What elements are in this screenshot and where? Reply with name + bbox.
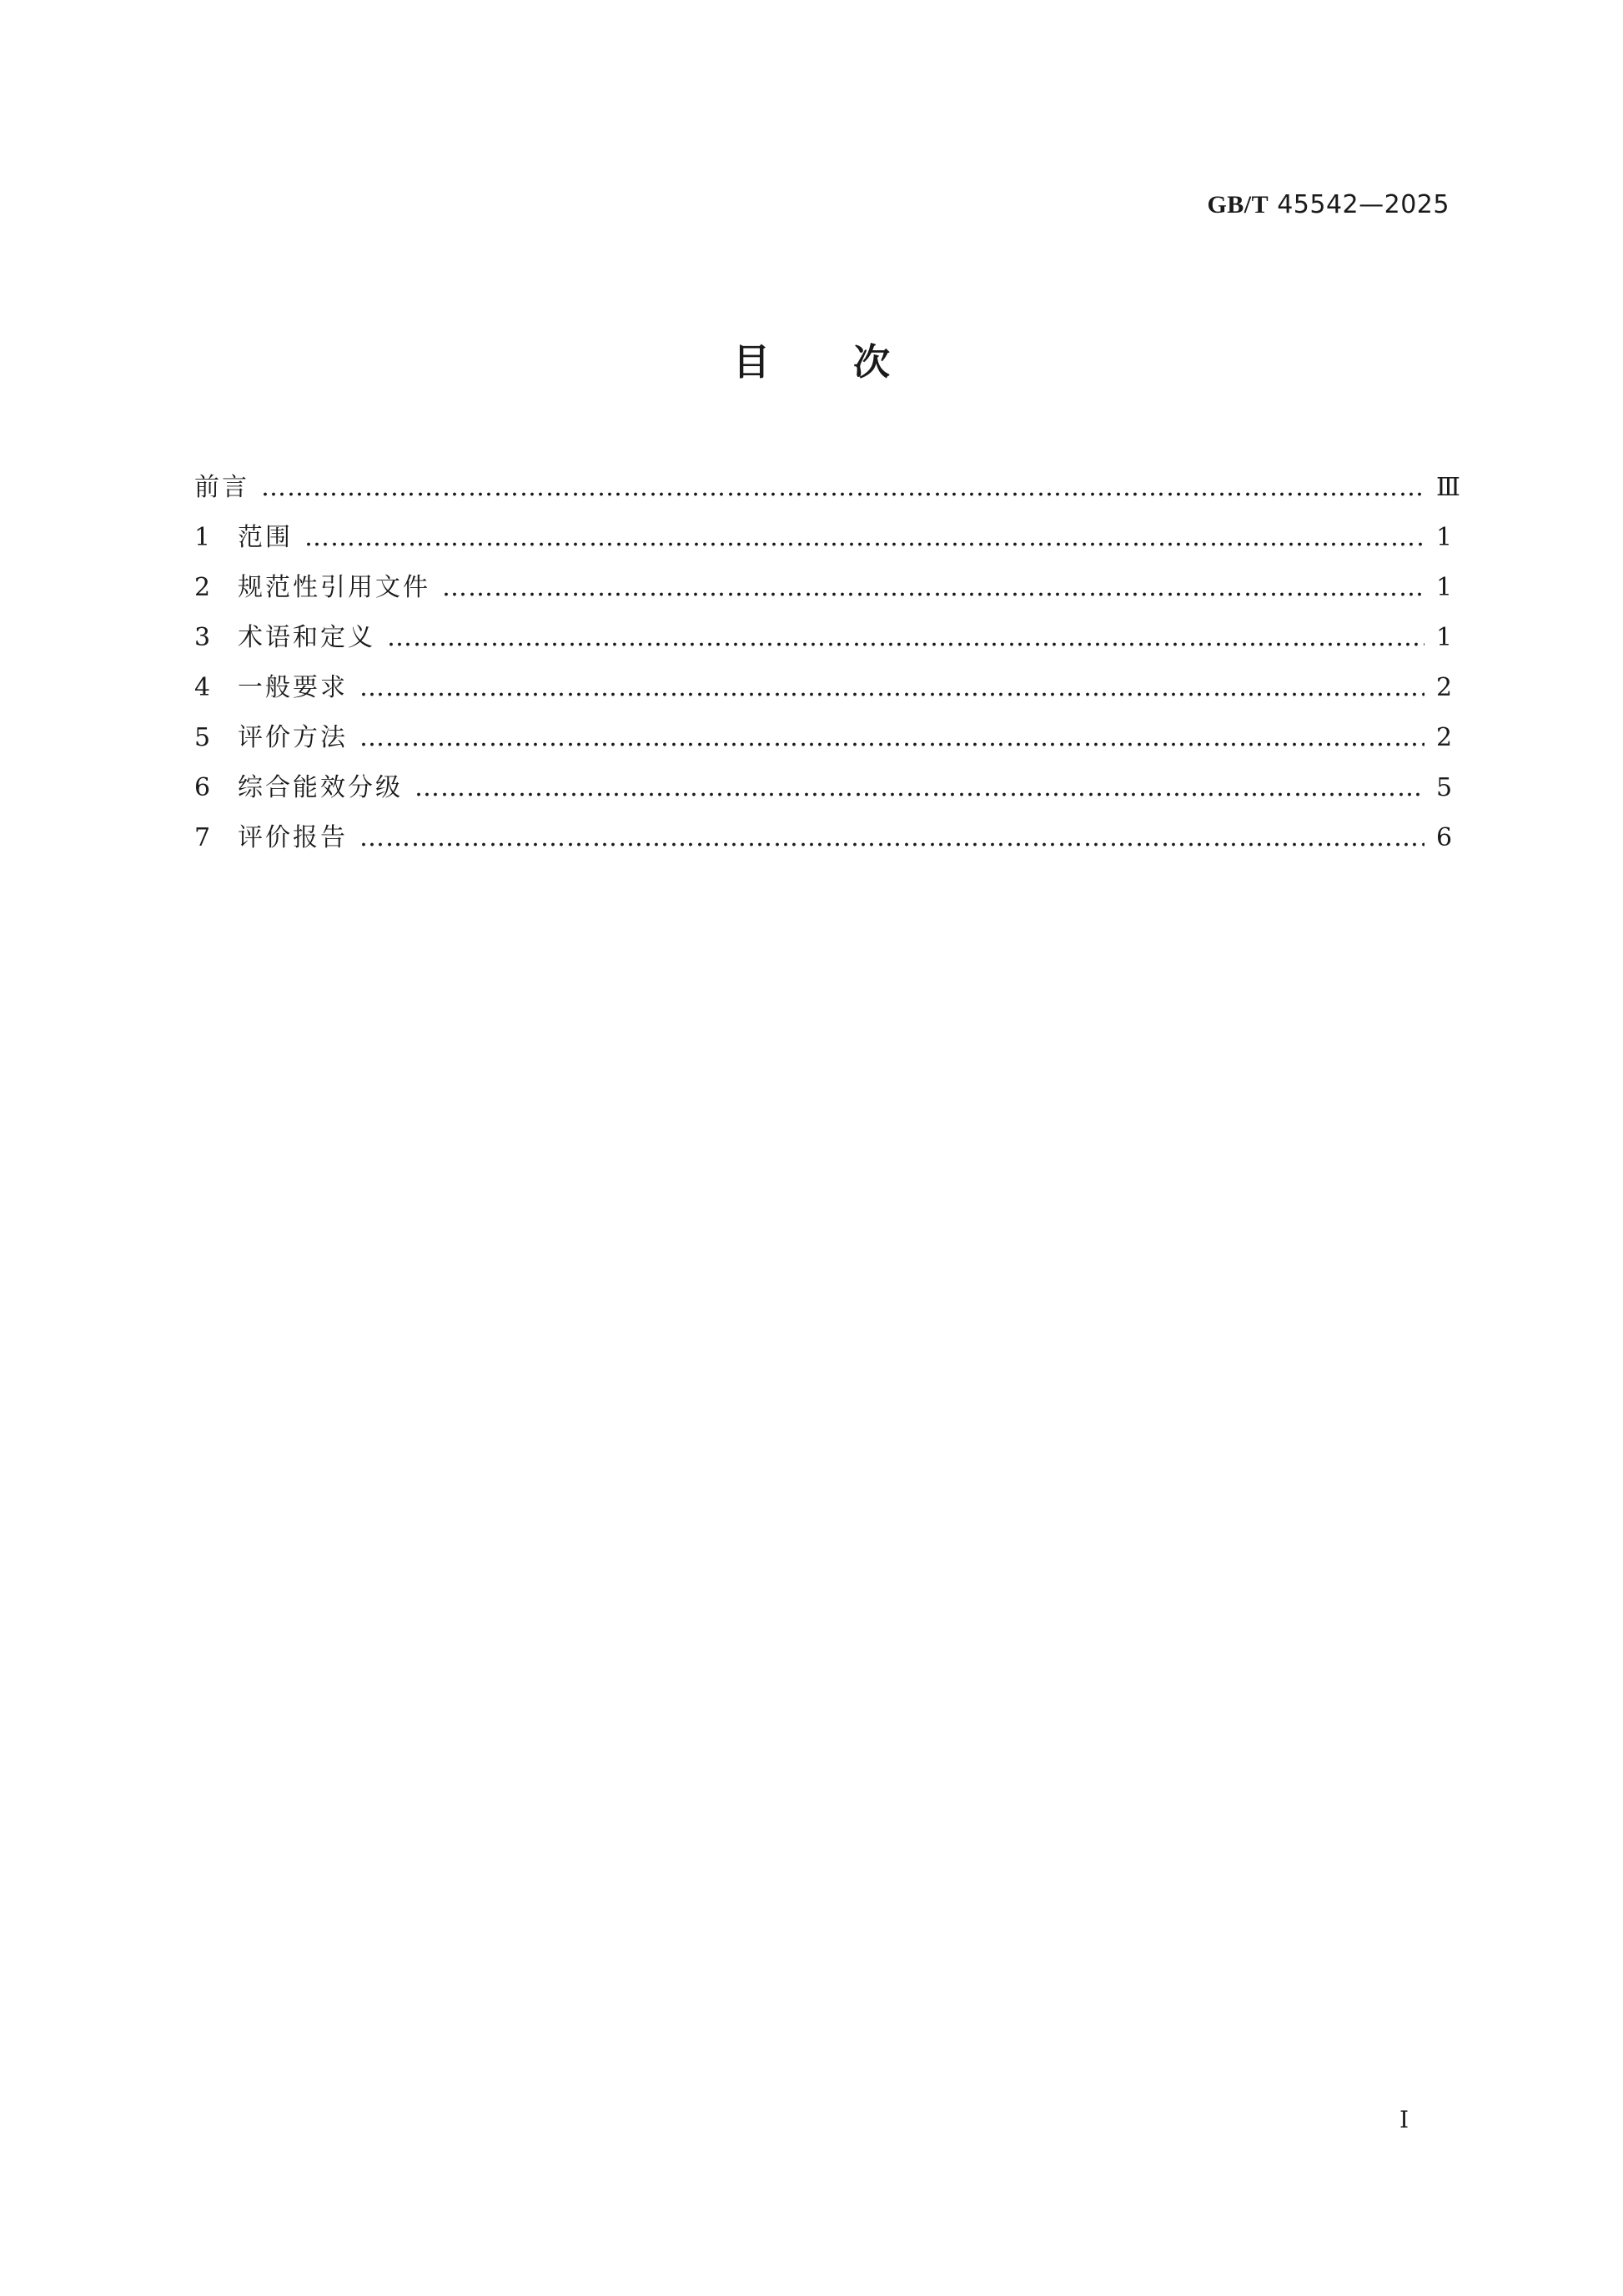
toc-entry-number: 4 (194, 673, 211, 702)
toc-entry-label: 前言 (194, 473, 249, 502)
toc-entry-foreword[interactable] (194, 463, 1460, 513)
toc-entry-label: 规范性引用文件 (238, 573, 430, 602)
toc-entry-terms-definitions[interactable] (194, 613, 1453, 663)
toc-entry-number: 5 (194, 723, 211, 752)
toc-entry-number: 1 (194, 523, 211, 552)
standard-code (1207, 190, 1450, 219)
toc-entry-evaluation-report[interactable] (194, 813, 1453, 863)
toc-entry-evaluation-method[interactable] (194, 713, 1453, 763)
toc-entry-normative-references[interactable] (194, 563, 1453, 613)
toc-entry-label: 一般要求 (238, 673, 348, 702)
toc-leader-dots (304, 513, 1425, 563)
toc-entry-label: 范围 (238, 523, 293, 552)
toc-leader-dots (359, 713, 1425, 763)
toc-title: 目次 (733, 341, 973, 384)
toc-entry-efficiency-grading[interactable] (194, 763, 1453, 813)
toc-entry-label: 综合能效分级 (238, 773, 403, 802)
standard-prefix: GB/T (1207, 191, 1269, 219)
toc-entry-number: 3 (194, 623, 211, 652)
toc-entry-page: 1 (1436, 623, 1453, 652)
toc-entry-label: 评价方法 (238, 723, 348, 752)
toc-entry-number: 7 (194, 823, 211, 852)
toc-entry-label: 术语和定义 (238, 623, 375, 652)
toc-entry-page: 5 (1436, 773, 1453, 802)
toc-entry-label: 评价报告 (238, 823, 348, 852)
toc-entry-page: 2 (1436, 723, 1453, 752)
toc-entry-number: 6 (194, 773, 211, 802)
toc-leader-dots (359, 813, 1425, 863)
toc-leader-dots (261, 463, 1425, 513)
toc-entry-general-requirements[interactable] (194, 663, 1453, 713)
toc-entry-page: 2 (1436, 673, 1453, 702)
toc-leader-dots (442, 563, 1425, 613)
toc-entry-number: 2 (194, 573, 211, 602)
table-of-contents (194, 463, 1460, 863)
page-number: Ⅰ (1399, 2106, 1409, 2133)
toc-entry-page: Ⅲ (1436, 473, 1460, 502)
toc-leader-dots (359, 663, 1425, 713)
toc-entry-page: 1 (1436, 523, 1453, 552)
toc-leader-dots (415, 763, 1425, 813)
toc-leader-dots (387, 613, 1425, 663)
toc-entry-page: 6 (1436, 823, 1453, 852)
toc-entry-scope[interactable] (194, 513, 1453, 563)
toc-entry-page: 1 (1436, 573, 1453, 602)
standard-number: 45542—2025 (1277, 190, 1450, 219)
